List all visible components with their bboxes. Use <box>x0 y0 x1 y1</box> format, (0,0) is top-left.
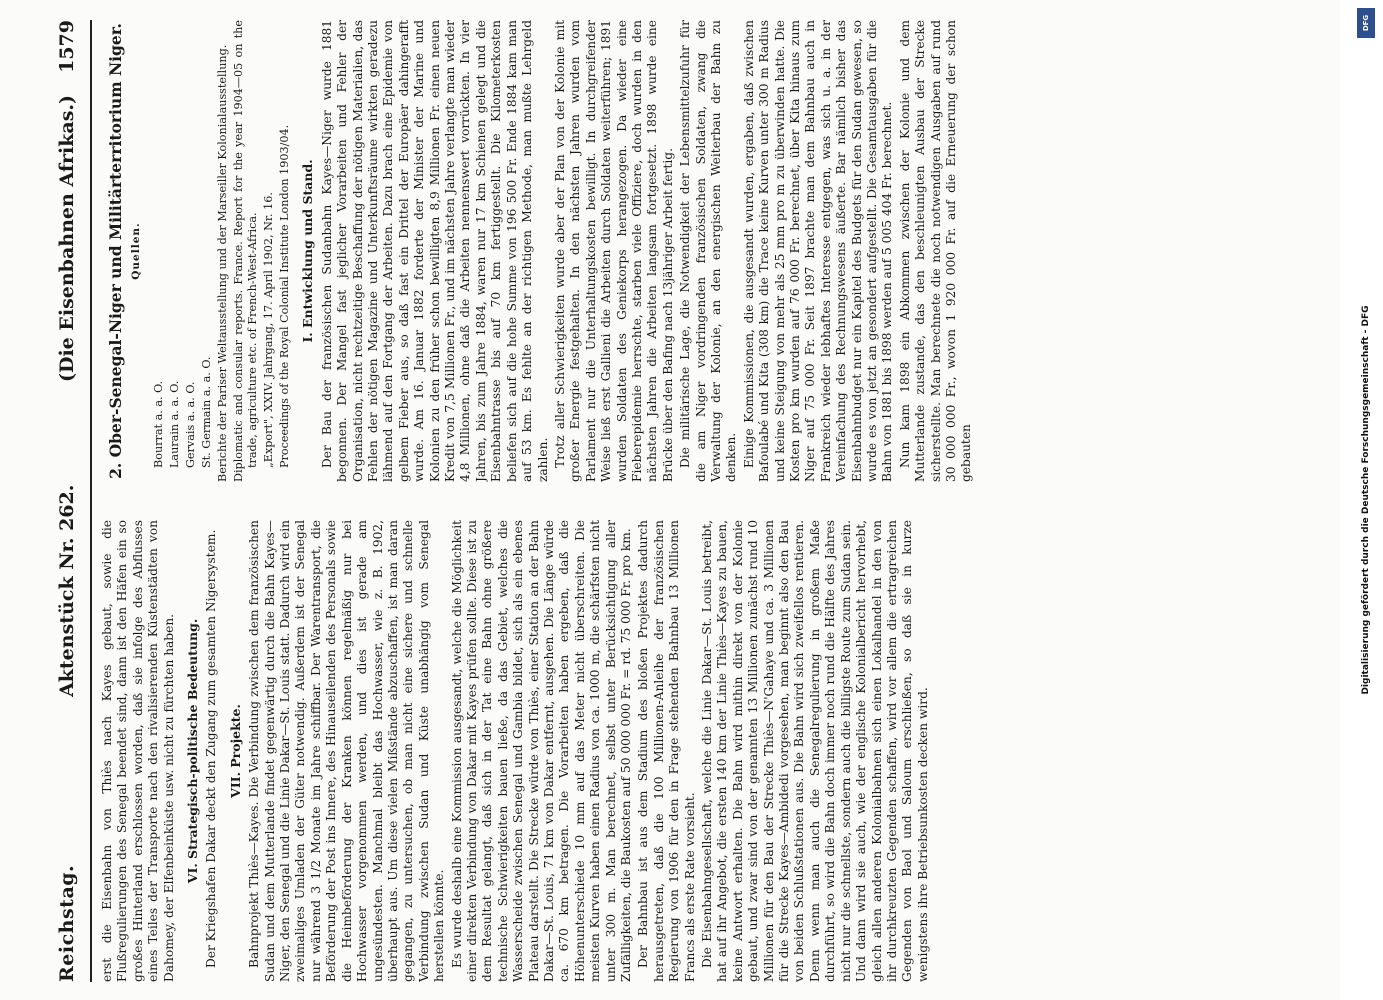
dfg-logo-text: DFG <box>1362 14 1370 32</box>
section-heading: VI. Strategisch-politische Bedeutung. <box>185 618 201 884</box>
header-reichstag: Reichstag. <box>56 864 78 982</box>
paragraph: Nun kam 1898 ein Abkommen zwischen der Kolonie und dem Mutterlande zustande, das den beschleunigten Ausbau der Strecke sicherstellte. Man berechnete die noch notwendigen Ausgaben auf rund 30 000 000 Fr., wovon 1 920 000 Fr. auf die Erneuerung der schon gebauten <box>897 20 974 482</box>
paragraph: Es wurde deshalb eine Kommission ausgesandt, welche die Möglichkeit einer direkten Verbindung von Dakar mit Kayes prüfen sollte. Diese ist zu dem Resultat gelangt, daß sich in der Tat eine Bahn ohne größere technische Schwierigkeiten bauen ließe, da das Gebiet, welches die Wasserscheide zwischen Senegal und Gambia bildet, sich als ein ebenes Plateau darstellt. Die Strecke würde von Thiès, einer Station an der Bahn Dakar—St. Louis, 71 km von Dakar entfernt, ausgehen. Die Länge würde ca. 670 km betragen. Die Vorarbeiten haben ergeben, daß die Höhenunterschiede 10 mm auf das Meter nicht überschreiten. Die meisten Kurven haben einen Radius von ca. 1000 m, die schärfsten nicht unter 300 m. Man berechnet, selbst unter Berücksichtigung aller Zufälligkeiten, die Baukosten auf 50 000 000 Fr. = rd. 75 000 Fr. pro km. <box>449 520 633 982</box>
paragraph: Die militärische Lage, die Notwendigkeit der Lebensmittelzufuhr für die am Niger vordringenden französischen Soldaten, zwang die Verwaltung der Kolonie, an den energischen Weiterbau der Bahn zu denken. <box>678 20 739 482</box>
chapter-title: 2. Ober-Senegal-Niger und Militärterritorium Niger. <box>106 23 125 479</box>
dfg-logo <box>1357 8 1375 38</box>
paragraph: Bahnprojekt Thiès—Kayes. Die Verbindung zwischen dem französischen Sudan und dem Mutterlande findet gegenwärtig durch die Bahn Kayes—Niger, den Senegal und die Linie Dakar—St. Louis statt. Dadurch wird ein zweimaliges Umladen der Güter notwendig. Außerdem ist der Senegal nur während 3 1/2 Monate im Jahre schiffbar. Der Warentransport, die Beförderung der Post ins Innere, des Hinauseilenden des Personals sowie die Heimbeförderung der Kranken können regelmäßig nur bei Hochwasser vorgenommen werden, und dies ist gerade am ungesündesten. Manchmal bleibt das Hochwasser, wie z. B. 1902, überhaupt aus. Um diese vielen Mißstände abzuschaffen, ist man daran gegangen, zu untersuchen, ob man nicht eine sichere und schnelle Verbindung zwischen Sudan und Küste unabhängig vom Senegal herstellen könnte. <box>247 520 447 982</box>
source-entry: Laurain a. a. O. <box>168 380 182 468</box>
source-entry: Diplomatic and consular reports. France. Report for the year 1904—05 on the trade, agriculture etc. of French-West-Africa. <box>232 20 260 482</box>
page-number: 1579 <box>56 20 78 73</box>
left-text-column <box>100 520 1330 982</box>
paragraph: Trotz aller Schwierigkeiten wurde aber der Plan von der Kolonie mit großer Energie festgehalten. In den nächsten Jahren wurden vom Parlament nur die Unterhaltungskosten bewilligt. In durchgreifender Weise ließ erst Gallieni die Arbeiten durch Soldaten weiterführen; 1891 wurden Soldaten des Geniekorps herangezogen. Da wieder eine Fieberepidemie herrschte, starben viele Offiziere, doch wurden in den nächsten Jahren die Arbeiten langsam fortgesetzt. 1898 wurde eine Brücke über den Bafing nach 13jähriger Arbeit fertig. <box>552 20 675 482</box>
section-heading: I. Entwicklung und Stand. <box>300 159 316 343</box>
section-heading: VII. Projekte. <box>227 704 243 798</box>
header-section-title: (Die Eisenbahnen Afrikas.) <box>56 94 78 382</box>
source-entry: „Export", XXIV. Jahrgang, 17. April 1902, Nr. 16. <box>262 192 276 468</box>
source-entry: Gervais a. a. O. <box>184 381 198 468</box>
paragraph: Der Kriegshafen Dakar deckt den Zugang zum gesamten Nigersystem. <box>204 529 219 968</box>
source-entry: Bourrat a. a. O. <box>152 380 166 468</box>
paragraph: Die Eisenbahngesellschaft, welche die Linie Dakar—St. Louis betreibt, hat auf ihr Angebot, die ersten 140 km der Linie Thiès—Kayes zu bauen, keine Antwort erhalten. Die Bahn wird mithin direkt von der Kolonie gebaut, und zwar sind von der genannten 13 Millionen zunächst rund 10 Millionen für den Bau der Strecke Thiès—N'Gahaye und ca. 3 Millionen für die Strecke Kayes—Ambidedi vorgesehen, man beginnt also den Bau von beiden Schlußstationen aus. Die Bahn wird sich zweifellos rentieren. Denn wenn man auch die Senegalregulierung in großem Maße durchführt, so wird die Bahn doch immer noch rund die Hälfte des Jahres nicht nur die schnellste, sondern auch die billigste Route zum Sudan sein. Und dann wird sie auch, wie der englische Kolonialbericht hervorhebt, gleich allen anderen Kolonialbahnen sich einen Lokalhandel in den von ihr durchkreuzten Gegenden schaffen, wird vor allem die ertragreichen Gegenden von Baol und Saloum erschließen, so daß sie in kurze wenigstens ihre Betriebsunkosten decken wird. <box>700 520 930 982</box>
source-entry: Proceedings of the Royal Colonial Institute London 1903/04. <box>278 124 292 468</box>
source-entry: St. Germain a. a. O. <box>200 356 214 468</box>
page-header <box>50 20 92 982</box>
right-text-column <box>100 20 1330 482</box>
paragraph: Der Bau der französischen Sudanbahn Kayes—Niger wurde 1881 begonnen. Der Mangel fast jeglicher Vorarbeiten und Fehler der Organisation, nicht rechtzeitige Beschaffung der nötigen Materialien, das Fehlen der nötigen Magazine und Unterkunftsräume wirkten geradezu lähmend auf den Fortgang der Arbeiten. Dazu brach eine Epidemie von gelbem Fieber aus, so daß fast ein Drittel der Europäer dahingerafft wurde. Am 16. Januar 1882 forderte der Minister der Marine und Kolonien zu den früher schon bewilligten 8,9 Millionen Fr. einen neuen Kredit von 7,5 Millionen Fr., und im nächsten Jahre verlangte man wieder 4,8 Millionen, ohne daß die Arbeiten nennenswert vorrückten. In vier Jahren, bis zum Jahre 1884, waren nur 17 km Schienen gelegt und die Eisenbahntrasse bis auf 70 km fertiggestellt. Die Kilometerkosten beliefen sich auf die hohe Summe von 196 500 Fr. Ende 1884 kam man auf 53 km. Es fehlte an der richtigen Methode, man mußte Lehrgeld zahlen. <box>319 20 550 482</box>
paragraph: erst die Eisenbahn von Thiès nach Kayes gebaut, sowie die Flußregulierungen des Senegal beendet sind, dann ist den Häfen ein so großes Hinterland erschlossen worden, daß sie infolge des Abflusses eines Teiles der Transporte nach den rivalisierenden Küstenstädten von Dahomey, der Elfenbeinküste usw. nicht zu fürchten haben. <box>100 520 176 982</box>
paragraph: Der Bahnbau ist aus dem Stadium des bloßen Projektes dadurch herausgetreten, daß die 100 Millionen-Anleihe der französischen Regierung von 1906 für den in Frage stehenden Bahnbau 13 Millionen Francs als erste Rate vorsieht. <box>636 520 697 982</box>
sources-label: Quellen. <box>130 222 142 280</box>
header-document-number: Aktenstück Nr. 262. <box>56 484 78 697</box>
source-entry: Berichte der Pariser Weltausstellung und der Marseiller Kolonialausstellung. <box>216 44 230 482</box>
paragraph: Einige Kommissionen, die ausgesandt wurden, ergaben, daß zwischen Bafoulabé und Kita (308 km) die Trace keine Kurven unter 300 m Radius und keine Steigung von mehr als 25 mm pro m zu überwinden hatte. Die Kosten pro km wurden auf 76 000 Fr. berechnet, über Kita hinaus zum Niger auf 75 000 Fr. Seit 1897 brachte man dem Bahnbau auch in Frankreich wieder lebhaftes Interesse entgegen, was sich u. a. in der Vereinfachung des Rechnungswesens äußerte. Bar nämlich bisher das Eisenbahnbudget nur ein Kapitel des Budgets für den Sudan gewesen, so wurde es von jetzt an gesondert aufgestellt. Die Gesamtausgaben für die Bahn von 1881 bis 1898 werden auf 5 005 404 Fr. berechnet. <box>741 20 895 482</box>
digitization-notice: Digitalisierung gefördert durch die Deutsche Forschungsgemeinschaft - DFG <box>1361 305 1371 695</box>
